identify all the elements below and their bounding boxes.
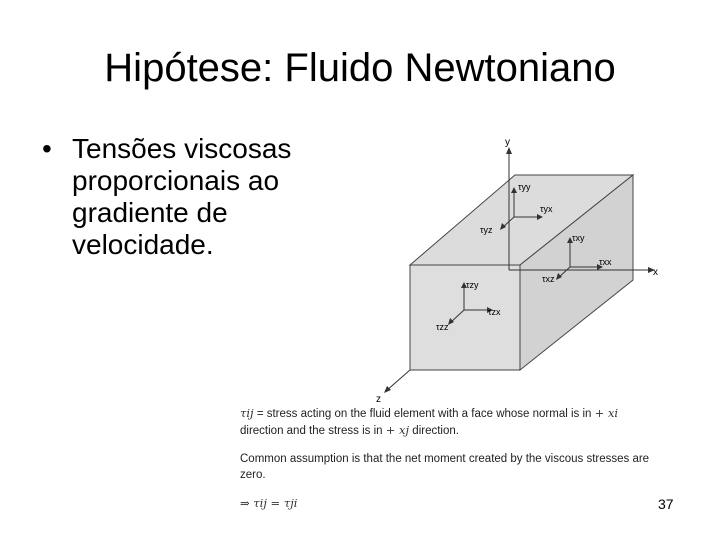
x-axis-label: x xyxy=(653,267,658,278)
z-axis-outer xyxy=(386,370,410,391)
caption-equation: ⇒ τij = τji xyxy=(240,496,298,510)
caption-line-2-dir: + xj xyxy=(385,423,410,437)
bullet-list xyxy=(40,133,372,261)
tau-zy-label: τzy xyxy=(466,280,479,290)
tau-zz-label: τzz xyxy=(436,322,449,332)
cube-front-face xyxy=(410,265,520,370)
bullet-text: Tensões viscosas proporcionais ao gradiente de velocidade. xyxy=(72,133,292,260)
tau-yz-label: τyz xyxy=(480,225,493,235)
caption-tau-ij: τij xyxy=(240,406,254,420)
tau-xy-label: τxy xyxy=(572,233,585,243)
bullet-dot: • xyxy=(42,133,52,164)
y-axis-label: y xyxy=(505,137,510,148)
y-axis-arrow xyxy=(506,147,512,154)
tau-zx-label: τzx xyxy=(488,307,501,317)
caption-line-2-text: direction and the stress is in xyxy=(240,425,383,437)
z-axis-label: z xyxy=(376,394,381,405)
caption-line-2 xyxy=(240,422,660,439)
caption-line-1-text: = stress acting on the fluid element with a face whose normal is in xyxy=(256,408,592,420)
figure-caption xyxy=(240,405,660,511)
tau-xz-label: τxz xyxy=(542,274,555,284)
caption-line-2-end: direction. xyxy=(412,425,459,437)
caption-line-1 xyxy=(240,405,660,422)
caption-line-4: zero. xyxy=(240,469,266,481)
page-number: 37 xyxy=(658,496,674,512)
tau-yy-label: τyy xyxy=(518,182,531,192)
stress-element-diagram xyxy=(370,135,680,405)
caption-line-3: Common assumption is that the net moment created by the viscous stresses are xyxy=(240,453,650,465)
slide-title: Hipótese: Fluido Newtoniano xyxy=(104,46,616,90)
caption-line-1-dir: + xi xyxy=(594,406,619,420)
tau-xx-label: τxx xyxy=(599,257,612,267)
bullet-item xyxy=(40,133,372,261)
tau-yx-label: τyx xyxy=(540,204,553,214)
